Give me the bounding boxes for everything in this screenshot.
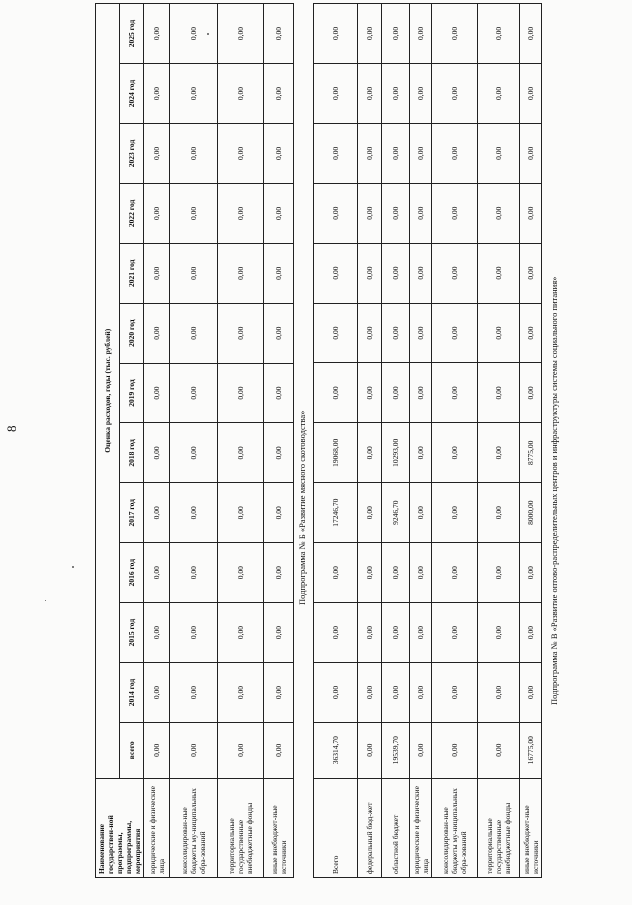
table-cell: 0,00 xyxy=(264,663,294,723)
table-cell: 0,00 xyxy=(218,543,264,603)
table-cell: 0,00 xyxy=(432,662,478,722)
table-cell: 0,00 xyxy=(382,662,410,722)
subprogram-v-title: Подпрограмма № В «Развитие оптово-распределительных центров и инфраструктуры системы социального питания» xyxy=(549,276,559,705)
table-cell: 0,00 xyxy=(432,123,478,183)
scan-speck xyxy=(207,33,209,35)
table-cell: 0,00 xyxy=(478,543,520,603)
table-header-row xyxy=(96,4,120,878)
table-row xyxy=(478,4,520,878)
table-cell: 0,00 xyxy=(478,4,520,64)
scan-speck xyxy=(72,566,74,568)
table-cell: 0,00 xyxy=(314,183,358,243)
table-cell: 0,00 xyxy=(410,183,432,243)
table-cell: 0,00 xyxy=(358,63,382,123)
table-cell: 0,00 xyxy=(432,363,478,423)
table-row xyxy=(264,4,294,878)
expense-table-subprogram-b xyxy=(313,3,542,878)
table-cell: 0,00 xyxy=(520,183,542,243)
table-cell: 0,00 xyxy=(264,722,294,778)
row-name: территориальные государственные внебюджетные фонды xyxy=(478,778,520,877)
table-cell: 19539,70 xyxy=(382,722,410,778)
table-cell: 0,00 xyxy=(314,4,358,64)
table-cell: 0,00 xyxy=(520,363,542,423)
table-cell: 19068,00 xyxy=(314,423,358,483)
years-header-row xyxy=(120,4,144,878)
column-header: 2022 год xyxy=(120,183,144,243)
table-cell: 0,00 xyxy=(358,303,382,363)
table-cell: 0,00 xyxy=(314,63,358,123)
table-cell: 0,00 xyxy=(170,603,218,663)
table-cell: 0,00 xyxy=(218,363,264,423)
row-name: консолидирован-ные бюджеты му-ниципальных обра-зований xyxy=(170,778,218,877)
table-cell: 0,00 xyxy=(218,603,264,663)
table-cell: 0,00 xyxy=(478,722,520,778)
table-cell: 0,00 xyxy=(264,603,294,663)
header-estimate: Оценка расходов, годы (тыс. рублей) xyxy=(96,4,120,779)
table-cell: 0,00 xyxy=(144,183,170,243)
table-cell: 0,00 xyxy=(432,303,478,363)
table-cell: 0,00 xyxy=(264,4,294,64)
table-cell: 0,00 xyxy=(144,4,170,64)
table-cell: 0,00 xyxy=(478,243,520,303)
table-cell: 0,00 xyxy=(144,64,170,124)
table-cell: 0,00 xyxy=(358,243,382,303)
table-cell: 0,00 xyxy=(432,63,478,123)
table-cell: 0,00 xyxy=(218,4,264,64)
table-cell: 0,00 xyxy=(358,183,382,243)
table-cell: 0,00 xyxy=(144,603,170,663)
table-cell: 0,00 xyxy=(520,303,542,363)
table-cell: 0,00 xyxy=(170,363,218,423)
table-cell: 8000,00 xyxy=(520,483,542,543)
table-cell: 0,00 xyxy=(314,662,358,722)
table-cell: 8775,00 xyxy=(520,423,542,483)
table-cell: 0,00 xyxy=(358,423,382,483)
table-cell: 0,00 xyxy=(170,64,218,124)
row-name: юридические и физические лица xyxy=(410,778,432,877)
table-cell: 0,00 xyxy=(170,663,218,723)
table-cell: 0,00 xyxy=(358,4,382,64)
table-cell: 0,00 xyxy=(218,124,264,184)
table-cell: 0,00 xyxy=(144,423,170,483)
table-cell: 0,00 xyxy=(478,423,520,483)
table-cell: 0,00 xyxy=(410,483,432,543)
table-cell: 0,00 xyxy=(410,303,432,363)
column-header: 2018 год xyxy=(120,423,144,483)
row-name: областной бюджет xyxy=(382,778,410,877)
table-cell: 0,00 xyxy=(264,423,294,483)
table-cell: 0,00 xyxy=(382,243,410,303)
table-cell: 0,00 xyxy=(264,124,294,184)
table-cell: 0,00 xyxy=(218,483,264,543)
table-cell: 0,00 xyxy=(358,483,382,543)
table-row xyxy=(314,4,358,878)
table-cell: 0,00 xyxy=(144,543,170,603)
table-cell: 0,00 xyxy=(432,243,478,303)
row-name: консолидирован-ные бюджеты му-ниципальных обра-зований xyxy=(432,778,478,877)
table-cell: 0,00 xyxy=(478,363,520,423)
table-cell: 0,00 xyxy=(520,63,542,123)
table-cell: 0,00 xyxy=(410,423,432,483)
table-cell: 0,00 xyxy=(358,123,382,183)
header-program-name: Наименование государствен-ной программы, подпрограммы, мероприятия xyxy=(96,778,144,877)
table-cell: 0,00 xyxy=(144,483,170,543)
table-cell: 0,00 xyxy=(264,363,294,423)
table-cell: 0,00 xyxy=(432,722,478,778)
table-cell: 0,00 xyxy=(432,603,478,663)
table-cell: 0,00 xyxy=(264,303,294,363)
table-cell: 0,00 xyxy=(382,303,410,363)
table-cell: 0,00 xyxy=(264,543,294,603)
table-cell: 0,00 xyxy=(382,603,410,663)
table-cell: 0,00 xyxy=(520,123,542,183)
table-cell: 0,00 xyxy=(144,663,170,723)
table-cell: 0,00 xyxy=(358,603,382,663)
scan-speck xyxy=(45,600,46,601)
table-cell: 0,00 xyxy=(170,483,218,543)
row-name: территориальные государственные внебюджетные фонды xyxy=(218,778,264,877)
table-cell: 0,00 xyxy=(170,243,218,303)
table-cell: 0,00 xyxy=(410,603,432,663)
table-cell: 0,00 xyxy=(314,123,358,183)
table-cell: 0,00 xyxy=(358,722,382,778)
table-cell: 0,00 xyxy=(358,662,382,722)
table-cell: 0,00 xyxy=(170,543,218,603)
table-cell: 0,00 xyxy=(218,243,264,303)
table-cell: 17246,70 xyxy=(314,483,358,543)
table-cell: 0,00 xyxy=(478,662,520,722)
table-row xyxy=(218,4,264,878)
table-cell: 0,00 xyxy=(144,243,170,303)
table-cell: 0,00 xyxy=(382,543,410,603)
table-cell: 0,00 xyxy=(314,363,358,423)
table-cell: 0,00 xyxy=(144,722,170,778)
table-cell: 0,00 xyxy=(144,303,170,363)
column-header: 2016 год xyxy=(120,543,144,603)
table-cell: 0,00 xyxy=(520,543,542,603)
table-cell: 0,00 xyxy=(144,363,170,423)
table-cell: 0,00 xyxy=(432,483,478,543)
table-cell: 0,00 xyxy=(218,423,264,483)
table-cell: 0,00 xyxy=(358,543,382,603)
column-header: всего xyxy=(120,722,144,778)
table-cell: 0,00 xyxy=(382,123,410,183)
column-header: 2019 год xyxy=(120,363,144,423)
column-header: 2021 год xyxy=(120,243,144,303)
table-cell: 0,00 xyxy=(218,303,264,363)
expense-table-top xyxy=(95,3,294,878)
row-name: иные внебюджет-ные источники xyxy=(520,778,542,877)
table-row xyxy=(358,4,382,878)
column-header: 2017 год xyxy=(120,483,144,543)
column-header: 2024 год xyxy=(120,64,144,124)
table-cell: 36314,70 xyxy=(314,722,358,778)
table-cell: 0,00 xyxy=(264,183,294,243)
table-cell: 0,00 xyxy=(170,722,218,778)
table-cell: 0,00 xyxy=(170,183,218,243)
table-cell: 0,00 xyxy=(382,363,410,423)
page-number: 8 xyxy=(4,425,19,432)
table-cell: 0,00 xyxy=(314,243,358,303)
column-header: 2023 год xyxy=(120,124,144,184)
table-cell: 0,00 xyxy=(410,63,432,123)
table-cell: 0,00 xyxy=(432,423,478,483)
table-cell: 10293,00 xyxy=(382,423,410,483)
table-cell: 0,00 xyxy=(432,4,478,64)
table-row xyxy=(170,4,218,878)
table-cell: 0,00 xyxy=(478,123,520,183)
row-name: иные внебюджет-ные источники xyxy=(264,778,294,877)
table-row xyxy=(520,4,542,878)
table-cell: 0,00 xyxy=(382,183,410,243)
table-cell: 0,00 xyxy=(478,603,520,663)
table-cell: 0,00 xyxy=(264,64,294,124)
row-name: Всего xyxy=(314,778,358,877)
table-cell: 0,00 xyxy=(264,243,294,303)
table-cell: 0,00 xyxy=(170,124,218,184)
table-cell: 0,00 xyxy=(478,303,520,363)
column-header: 2014 год xyxy=(120,663,144,723)
table-cell: 0,00 xyxy=(478,183,520,243)
table-cell: 0,00 xyxy=(314,543,358,603)
column-header: 2015 год xyxy=(120,603,144,663)
table-row xyxy=(410,4,432,878)
table-cell: 0,00 xyxy=(410,662,432,722)
table-row xyxy=(382,4,410,878)
table-cell: 0,00 xyxy=(520,4,542,64)
table-cell: 0,00 xyxy=(432,543,478,603)
table-cell: 0,00 xyxy=(432,183,478,243)
table-cell: 0,00 xyxy=(170,423,218,483)
table-cell: 0,00 xyxy=(314,603,358,663)
table-cell: 0,00 xyxy=(382,4,410,64)
table-cell: 0,00 xyxy=(218,722,264,778)
table-cell: 0,00 xyxy=(478,483,520,543)
table-cell: 0,00 xyxy=(170,303,218,363)
table-cell: 0,00 xyxy=(520,243,542,303)
table-cell: 16775,00 xyxy=(520,722,542,778)
table-cell: 0,00 xyxy=(410,243,432,303)
table-cell: 0,00 xyxy=(218,663,264,723)
table-row xyxy=(144,4,170,878)
table-cell: 0,00 xyxy=(410,543,432,603)
table-cell: 0,00 xyxy=(218,183,264,243)
table-cell: 0,00 xyxy=(218,64,264,124)
table-cell: 0,00 xyxy=(410,4,432,64)
table-cell: 0,00 xyxy=(520,662,542,722)
table-row xyxy=(432,4,478,878)
table-cell: 0,00 xyxy=(410,123,432,183)
subprogram-b-title: Подпрограмма № Б «Развитие мясного скотоводства» xyxy=(297,410,307,605)
table-cell: 0,00 xyxy=(382,63,410,123)
row-name: федеральный бюд-жет xyxy=(358,778,382,877)
table-cell: 0,00 xyxy=(358,363,382,423)
table-cell: 0,00 xyxy=(170,4,218,64)
table-cell: 0,00 xyxy=(410,363,432,423)
row-name: юридические и физические лица xyxy=(144,778,170,877)
table-cell: 0,00 xyxy=(520,603,542,663)
column-header: 2020 год xyxy=(120,303,144,363)
table-cell: 0,00 xyxy=(314,303,358,363)
table-cell: 9246,70 xyxy=(382,483,410,543)
table-cell: 0,00 xyxy=(264,483,294,543)
table-cell: 0,00 xyxy=(144,124,170,184)
table-cell: 0,00 xyxy=(410,722,432,778)
column-header: 2025 год xyxy=(120,4,144,64)
table-cell: 0,00 xyxy=(478,63,520,123)
